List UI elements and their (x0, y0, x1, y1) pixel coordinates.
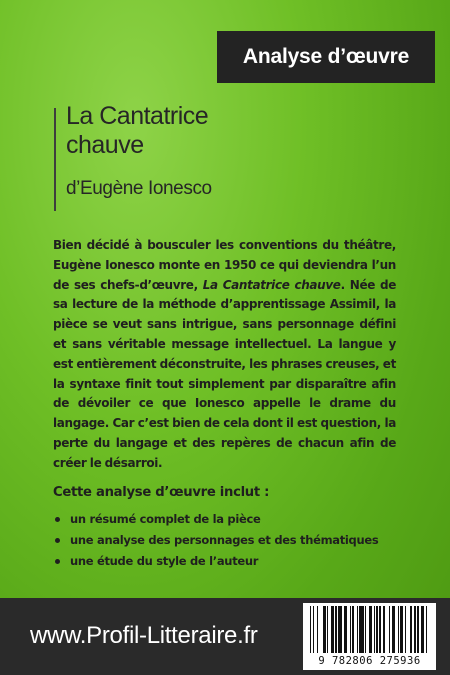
summary-italic-title: La Cantatrice chauve (202, 277, 341, 292)
includes-list (53, 509, 378, 572)
book-title-line-1: La Cantatrice (66, 102, 209, 130)
list-item-label: une étude du style de l’auteur (70, 554, 259, 568)
summary-paragraph (53, 236, 396, 474)
barcode-stripe (427, 606, 428, 653)
list-item (53, 509, 378, 530)
bullet-icon (55, 538, 60, 543)
book-title-line-2: chauve (66, 131, 144, 159)
list-item (53, 530, 378, 551)
book-author: d’Eugène Ionesco (66, 178, 212, 199)
summary-text-2: . Née de sa lecture de la méthode d’apprentissage Assimil, la pièce se veut sans intrigue, sans personnage défini et sans véritable message intellectuel. La langue y est entièrement déconstruite, les phrases creuses, et la syntaxe finit tout simplement par disparaître afin de dévoiler ce que Ionesco appelle le drame du langage. Car c’est bien de cela dont il est question, la perte du langage et des repères de chacun afin de créer le désarroi. (53, 277, 396, 470)
summary-text-1: Bien décidé à bousculer les conventions du théâtre, Eugène Ionesco monte en 1950 ce qui deviendra l’un de ses chefs-d’œuvre, (53, 238, 396, 292)
book-title (66, 102, 326, 160)
barcode-bars (310, 606, 429, 653)
includes-heading: Cette analyse d’œuvre inclut : (53, 485, 270, 500)
bullet-icon (55, 559, 60, 564)
analysis-badge-label: Analyse d’œuvre (242, 45, 410, 68)
analysis-badge (217, 31, 435, 83)
list-item (53, 551, 378, 572)
website-url: www.Profil-Litteraire.fr (30, 622, 258, 649)
footer-bar (0, 598, 450, 675)
list-item-label: une analyse des personnages et des thématiques (70, 533, 379, 547)
list-item-label: un résumé complet de la pièce (70, 512, 261, 526)
title-accent-line (54, 108, 56, 211)
bullet-icon (55, 517, 60, 522)
barcode (303, 603, 436, 670)
isbn-number: 9 782806 275936 (318, 655, 421, 667)
